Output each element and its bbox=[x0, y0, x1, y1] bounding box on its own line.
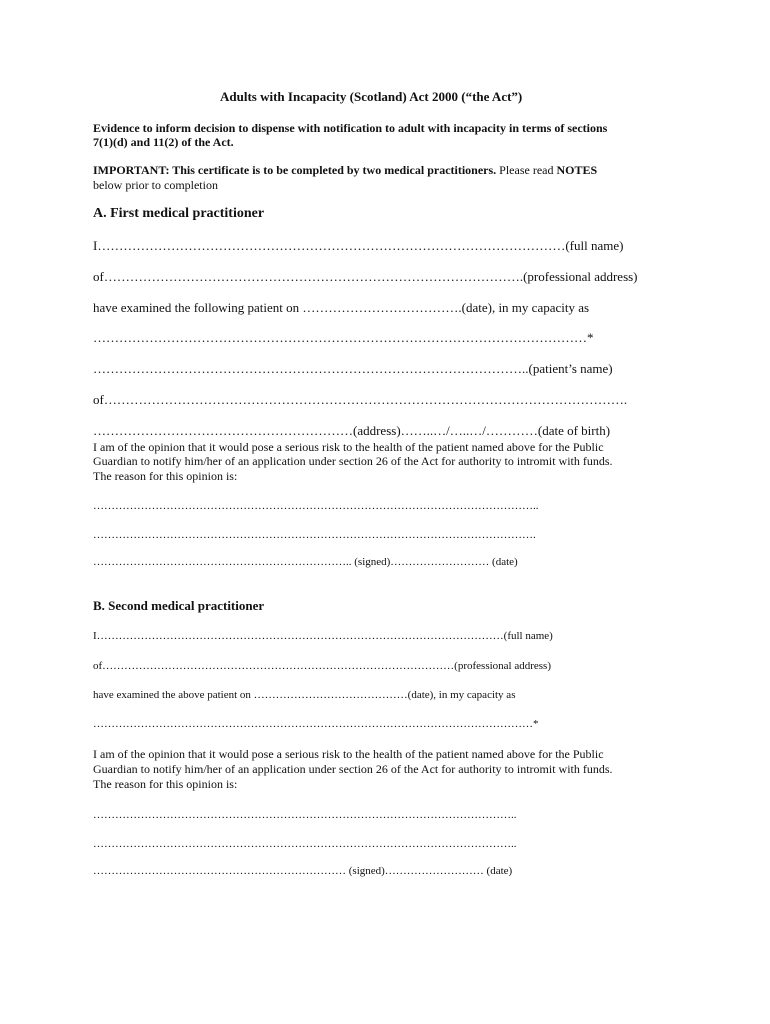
a-signed-date-line[interactable]: …………………………………………………………….. (signed)……………………… (date) bbox=[93, 556, 518, 568]
a-capacity-field[interactable]: ……………………………………………………………………………………………………* bbox=[93, 330, 594, 345]
a-opinion-line-2: Guardian to notify him/her of an application under section 26 of the Act for authority to intromit with funds. bbox=[93, 454, 613, 468]
a-patients-name-field[interactable]: ………………………………………………………………………………………..(patient’s name) bbox=[93, 361, 613, 376]
a-full-name-field[interactable]: I………………………………………………………………………………………………(full name) bbox=[93, 238, 624, 253]
b-opinion-line-3: The reason for this opinion is: bbox=[93, 777, 238, 791]
a-of-field[interactable]: of…………………………………………………………………………………………………………. bbox=[93, 392, 628, 407]
section-b-heading: B. Second medical practitioner bbox=[93, 598, 265, 613]
b-professional-address-field[interactable]: of……………………………………………………………………………………(professional address) bbox=[93, 660, 551, 672]
a-examined-date-field[interactable]: have examined the following patient on ……………………………….(date), in my capacity as bbox=[93, 300, 590, 315]
b-full-name-field[interactable]: I…………………………………………………………………………………………………(full name) bbox=[93, 630, 553, 642]
important-line-2: below prior to completion bbox=[93, 178, 218, 192]
section-a-heading: A. First medical practitioner bbox=[93, 206, 265, 221]
evidence-line-2: 7(1)(d) and 11(2) of the Act. bbox=[93, 135, 234, 149]
important-bold-text: IMPORTANT: This certificate is to be completed by two medical practitioners. bbox=[93, 163, 497, 177]
a-reason-line-2[interactable]: …………………………………………………………………………………………………………. bbox=[93, 529, 536, 541]
b-capacity-field[interactable]: …………………………………………………………………………………………………………* bbox=[93, 718, 539, 730]
a-professional-address-field[interactable]: of…………………………………………………………………………………….(professional address) bbox=[93, 269, 638, 284]
notes-reference: NOTES bbox=[556, 163, 598, 177]
b-reason-line-2[interactable]: …………………………………………………………………………………………………….. bbox=[93, 838, 517, 850]
b-signed-date-line[interactable]: …………………………………………………………… (signed)……………………… (date) bbox=[93, 865, 513, 877]
document-title: Adults with Incapacity (Scotland) Act 2000 (“the Act”) bbox=[220, 89, 523, 104]
evidence-line-1: Evidence to inform decision to dispense with notification to adult with incapacity in terms of sections bbox=[93, 121, 608, 135]
b-opinion-line-2: Guardian to notify him/her of an application under section 26 of the Act for authority to intromit with funds. bbox=[93, 762, 613, 776]
b-opinion-line-1: I am of the opinion that it would pose a serious risk to the health of the patient named above for the Public bbox=[93, 747, 604, 761]
a-address-dob-field[interactable]: ……………………………………………………(address)……..…/…..…/…………(date of birth) bbox=[93, 423, 611, 438]
b-reason-line-1[interactable]: …………………………………………………………………………………………………….. bbox=[93, 809, 517, 821]
a-reason-line-1[interactable]: ………………………………………………………………………………………………………….. bbox=[93, 500, 539, 512]
a-opinion-line-3: The reason for this opinion is: bbox=[93, 469, 238, 483]
important-normal-text: Please read bbox=[496, 163, 557, 177]
important-notice bbox=[93, 163, 597, 178]
b-examined-date-field[interactable]: have examined the above patient on ……………………………………(date), in my capacity as bbox=[93, 689, 516, 701]
a-opinion-line-1: I am of the opinion that it would pose a serious risk to the health of the patient named above for the Public bbox=[93, 440, 604, 454]
